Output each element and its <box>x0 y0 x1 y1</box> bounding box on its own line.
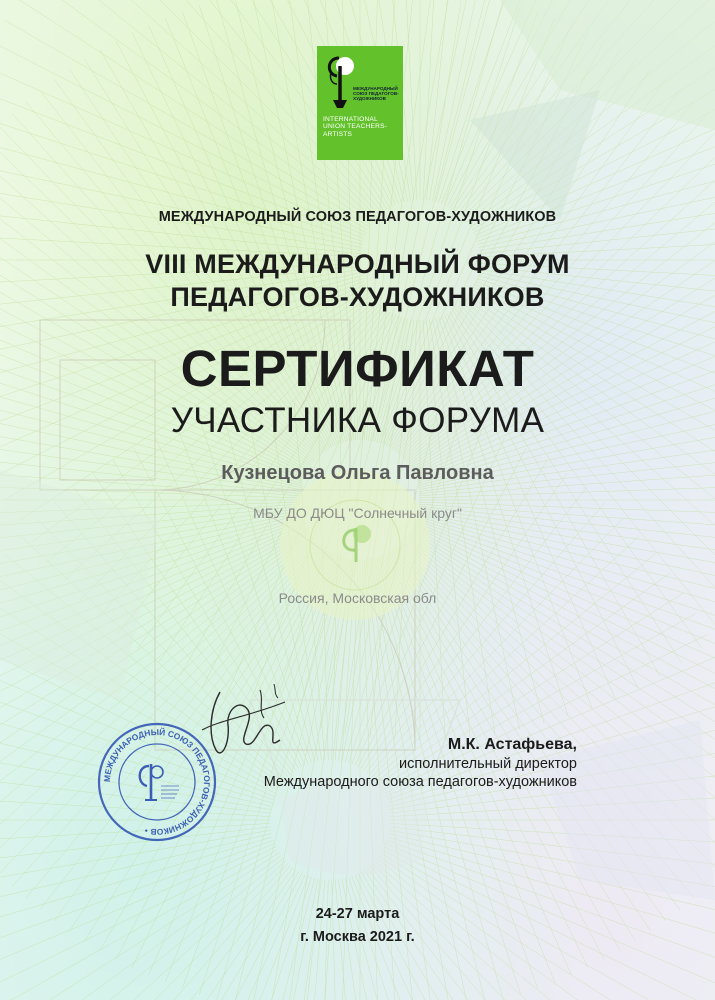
forum-title-line2: ПЕДАГОГОВ-ХУДОЖНИКОВ <box>170 282 545 312</box>
logo-text-ru: МЕЖДУНАРОДНЫЙ СОЮЗ ПЕДАГОГОВ-ХУДОЖНИКОВ <box>353 86 399 101</box>
signatory-role: исполнительный директор <box>399 756 577 772</box>
tree-logo-icon <box>323 52 357 112</box>
certificate-subtitle: УЧАСТНИКА ФОРУМА <box>170 401 545 440</box>
recipient-region: Россия, Московская обл <box>278 590 437 606</box>
organization-title: МЕЖДУНАРОДНЫЙ СОЮЗ ПЕДАГОГОВ-ХУДОЖНИКОВ <box>158 209 557 225</box>
signatory-name: М.К. Астафьева, <box>447 736 577 753</box>
official-stamp <box>95 720 219 844</box>
forum-title-line1: VIII МЕЖДУНАРОДНЫЙ ФОРУМ <box>145 249 570 279</box>
forum-city-year: г. Москва 2021 г. <box>300 929 415 945</box>
union-logo <box>317 46 403 160</box>
forum-dates: 24-27 марта <box>315 906 400 922</box>
svg-text:МЕЖДУНАРОДНЫЙ СОЮЗ ПЕДАГОГОВ-Х: МЕЖДУНАРОДНЫЙ СОЮЗ ПЕДАГОГОВ-ХУДОЖНИКОВ • <box>101 726 213 838</box>
recipient-institution: МБУ ДО ДЮЦ "Солнечный круг" <box>253 505 462 521</box>
stamp-tree-icon <box>140 764 163 800</box>
signatory-block <box>264 736 577 790</box>
logo-text-en: INTERNATIONAL UNION TEACHERS-ARTISTS <box>323 116 388 138</box>
certificate-title: СЕРТИФИКАТ <box>180 340 535 397</box>
recipient-name: Кузнецова Ольга Павловна <box>221 462 494 484</box>
signatory-organization: Международного союза педагогов-художников <box>263 774 577 790</box>
